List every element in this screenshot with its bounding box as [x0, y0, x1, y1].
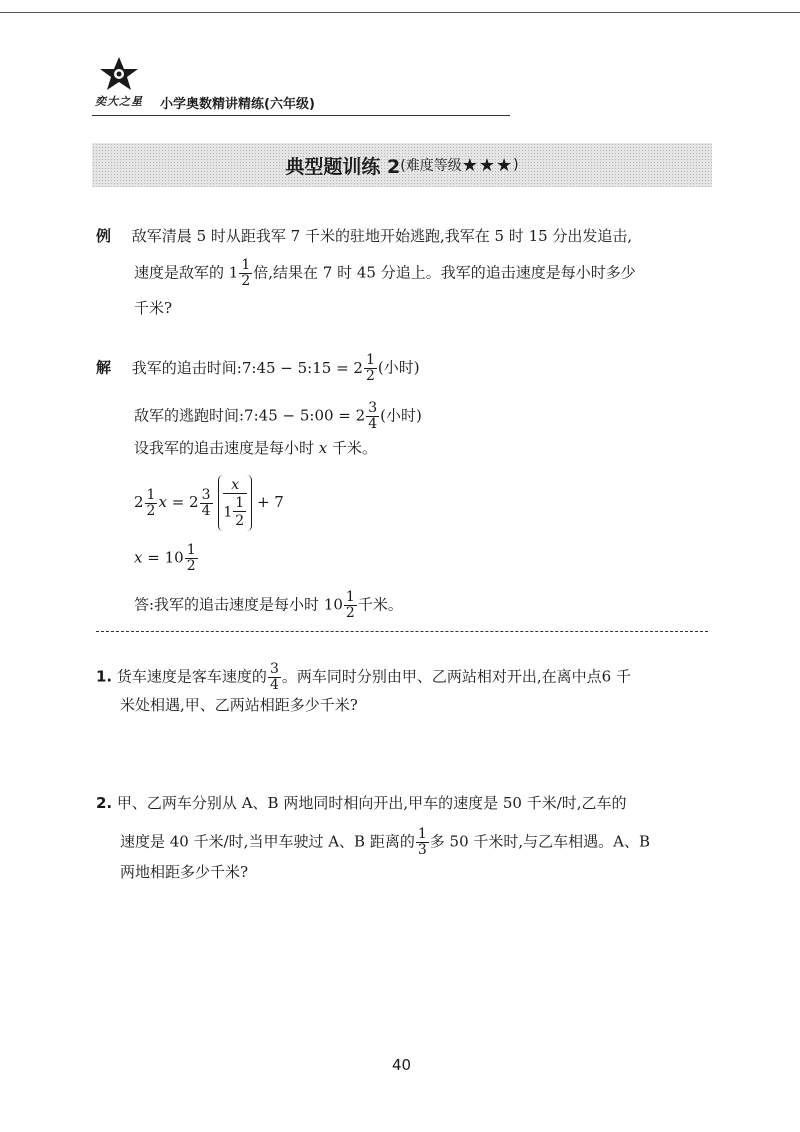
fraction: $\frac{1}{2}$: [365, 352, 375, 384]
problem-2-line-2: 速度是 40 千米/时,当甲车驶过 A、B 距离的 $\frac{1}{3}$ 多 50 千米时,与乙车相遇。A、B: [120, 826, 651, 858]
section-title-band: [92, 143, 712, 187]
solution-answer: 答:我军的追击速度是每小时 10 $\frac{1}{2}$ 千米。: [134, 589, 403, 621]
fraction: $\frac{1}{2}$: [345, 589, 355, 621]
solution-step-1: 解 我军的追击时间:7:45 − 5:15 = 2 $\frac{1}{2}$ (小时): [96, 352, 420, 384]
solution-step-3: 设我军的追击速度是每小时 x 千米。: [134, 439, 378, 457]
bracket-expression: [218, 475, 252, 531]
problem-2-line-3: 两地相距多少千米?: [120, 863, 249, 881]
brand-logo-text: 奕大之星: [95, 95, 143, 108]
difficulty-label: (难度等级: [400, 158, 462, 174]
difficulty-close: ): [513, 157, 519, 173]
fraction: $\frac{3}{4}$: [368, 400, 378, 432]
example-line-2: 速度是敌军的 1 $\frac{1}{2}$ 倍,结果在 7 时 45 分追上。我军的追击速度是每小时多少: [134, 257, 636, 289]
difficulty-stars: ★★★: [461, 154, 514, 176]
fraction: $\frac{1}{2}$: [241, 257, 251, 289]
solution-equation: 2 $\frac{1}{2}$ x = 2 $\frac{3}{4}$ x 1 $\frac{1}{2}$ + 7: [134, 477, 284, 529]
page-number: 40: [392, 1056, 412, 1074]
fraction: $\frac{1}{3}$: [417, 826, 427, 858]
compound-fraction: x 1 $\frac{1}{2}$: [223, 477, 247, 529]
problem-1-line-1: 1. 货车速度是客车速度的 $\frac{3}{4}$ 。两车同时分别由甲、乙两站相对开出,在离中点6 千: [96, 661, 631, 693]
solution-step-2: 敌军的逃跑时间:7:45 − 5:00 = 2 $\frac{3}{4}$ (小时): [134, 400, 422, 432]
fraction: $\frac{1}{2}$: [146, 486, 156, 519]
book-title: 小学奥数精讲精练(六年级): [160, 97, 315, 112]
fraction: $\frac{3}{4}$: [269, 661, 279, 693]
example-label: 例: [96, 227, 112, 245]
top-border-line: [0, 12, 800, 13]
fraction: $\frac{1}{2}$: [186, 542, 196, 574]
star-logo-icon: [96, 55, 142, 93]
fraction: $\frac{3}{4}$: [201, 486, 211, 519]
example-line-3: 千米?: [134, 299, 173, 317]
problem-1-line-2: 米处相遇,甲、乙两站相距多少千米?: [120, 696, 358, 714]
header-rule: [92, 115, 510, 116]
problem-1-label: 1.: [96, 667, 113, 686]
problem-2-label: 2.: [96, 794, 113, 812]
solution-label: 解: [96, 358, 112, 377]
dashed-divider: [96, 631, 708, 632]
solution-result: x = 10 $\frac{1}{2}$: [134, 542, 196, 574]
problem-2-line-1: 2. 甲、乙两车分别从 A、B 两地同时相向开出,甲车的速度是 50 千米/时,乙车的: [96, 794, 627, 812]
example-line-1: 例 敌军清晨 5 时从距我军 7 千米的驻地开始逃跑,我军在 5 时 15 分出发追击,: [96, 227, 633, 245]
section-title: 典型题训练 2: [285, 155, 401, 178]
